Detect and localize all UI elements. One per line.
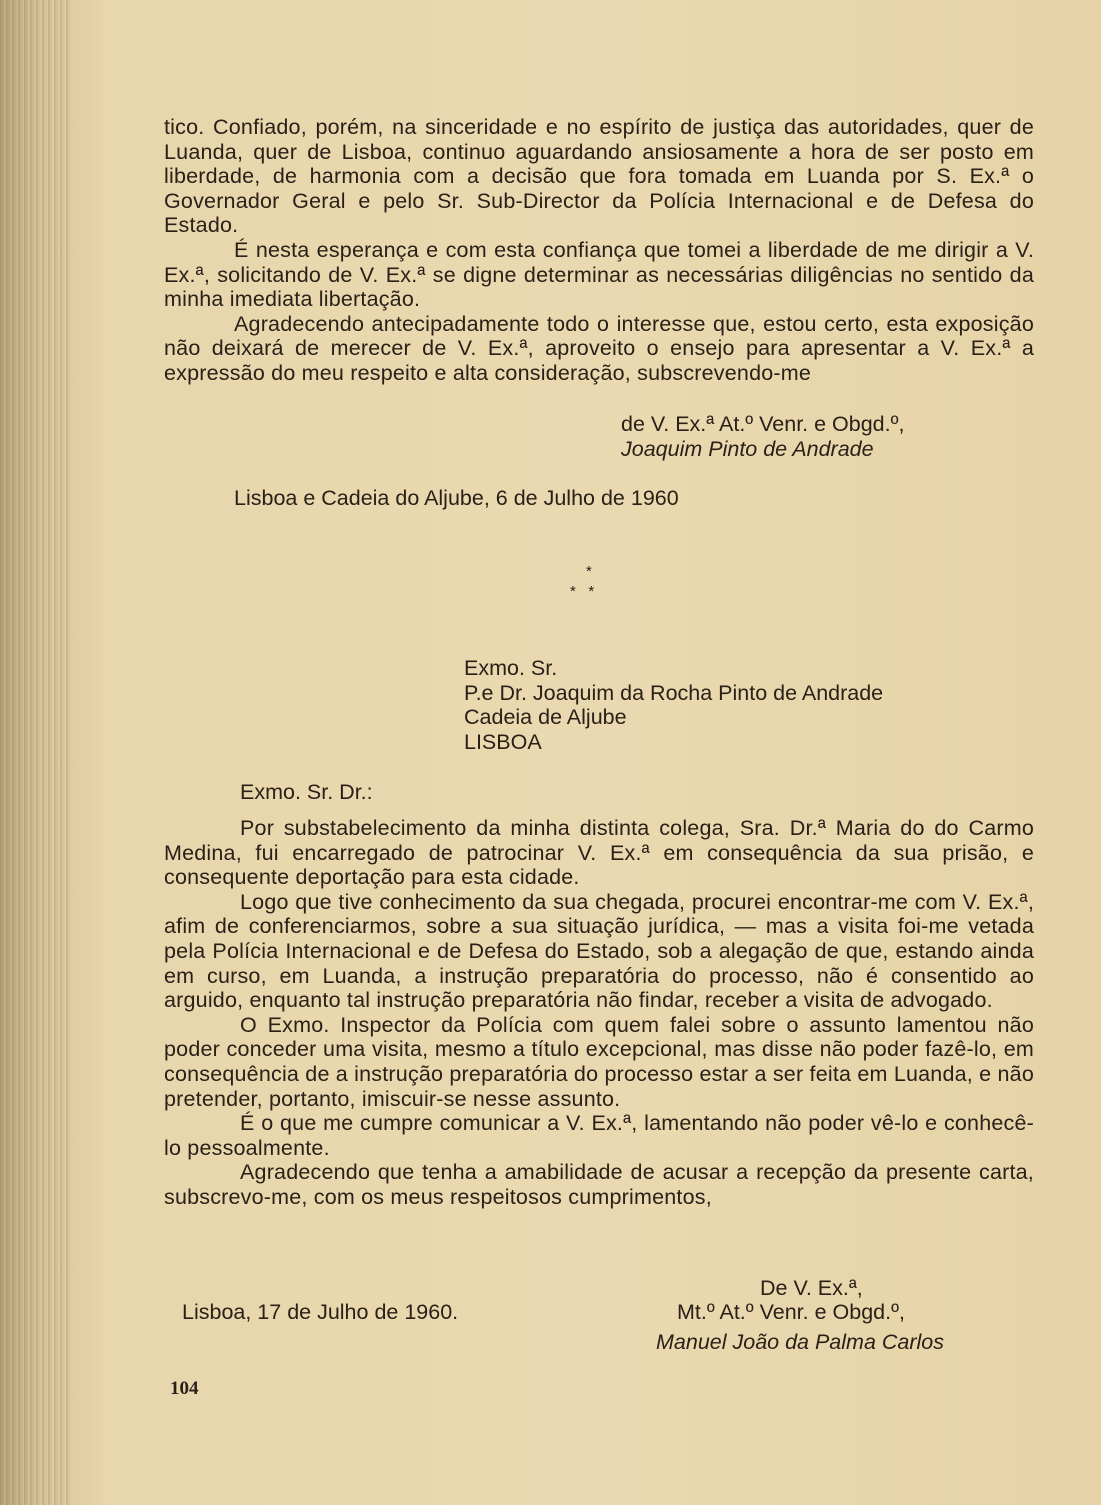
address-line: Exmo. Sr.: [464, 656, 558, 680]
letter-1-place-date: Lisboa e Cadeia do Aljube, 6 de Julho de 1960: [234, 486, 679, 510]
letter-1-closing: de V. Ex.ª At.º Venr. e Obgd.º,: [621, 412, 905, 436]
letter-2-place-date: Lisboa, 17 de Julho de 1960.: [182, 1300, 459, 1324]
letter-1-paragraph: Agradecendo antecipadamente todo o interesse que, estou certo, esta exposição não deixará de merecer de V. Ex.ª, aproveito o ensejo para apresentar a V. Ex.ª a expressão do meu respeito e alta consideração, subscrevendo-me: [164, 311, 1034, 385]
letter-2-body: [164, 816, 1034, 1210]
recipient-address: [464, 656, 883, 754]
letter-2-paragraph: Agradecendo que tenha a amabilidade de acusar a recepção da presente carta, subscrevo-me, com os meus respeitosos cumprimentos,: [164, 1160, 1034, 1209]
address-line: Cadeia de Aljube: [464, 705, 627, 730]
letter-2-paragraph: É o que me cumpre comunicar a V. Ex.ª, lamentando não poder vê-lo e conhecê-lo pessoalmente.: [164, 1111, 1034, 1160]
letter-1-paragraph: É nesta esperança e com esta confiança que tomei a liberdade de me dirigir a V. Ex.ª, solicitando de V. Ex.ª se digne determinar as necessárias diligências no sentido da minha imediata libertação.: [164, 237, 1034, 312]
book-gutter: [0, 0, 70, 1505]
letter-2-paragraph: Por substabelecimento da minha distinta colega, Sra. Dr.ª Maria do do Carmo Medina, fui encarregado de patrocinar V. Ex.ª em consequência da sua prisão, e consequente deportação para esta cidade.: [164, 816, 1034, 890]
address-line: LISBOA: [464, 729, 542, 754]
letter-1-signature: Joaquim Pinto de Andrade: [621, 437, 874, 461]
letter-2-closing-1: De V. Ex.ª,: [760, 1276, 863, 1300]
separator-stars-bottom: * *: [570, 583, 595, 600]
letter-2-paragraph: O Exmo. Inspector da Polícia com quem falei sobre o assunto lamentou não poder conceder uma visita, mesmo a título excepcional, mas disse não poder fazê-lo, em consequência de a instrução preparatória do processo estar a ser feita em Luanda, e não pretender, portanto, imiscuir-se nesse assunto.: [164, 1012, 1034, 1111]
letter-2-paragraph: Logo que tive conhecimento da sua chegada, procurei encontrar-me com V. Ex.ª, afim de conferenciarmos, sobre a sua situação jurídica, — mas a visita foi-me vetada pela Polícia Internacional e de Defesa do Estado, sob a alegação de que, estando ainda em curso, em Luanda, a instrução preparatória do processo, não é consentido ao arguido, enquanto tal instrução preparatória não findar, receber a visita de advogado.: [164, 889, 1034, 1013]
letter-1-body: [164, 115, 1034, 386]
letter-2-closing-2: Mt.º At.º Venr. e Obgd.º,: [677, 1300, 905, 1324]
separator-star-top: *: [586, 563, 592, 580]
letter-1-paragraph: tico. Confiado, porém, na sinceridade e no espírito de justiça das autoridades, quer de Luanda, quer de Lisboa, continuo aguardando ansiosamente a hora de ser posto em liberdade, de harmonia com a decisão que fora tomada em Luanda por S. Ex.ª o Governador Geral e pelo Sr. Sub-Director da Polícia Internacional e de Defesa do Estado.: [164, 115, 1034, 238]
letter-2-signature: Manuel João da Palma Carlos: [656, 1330, 945, 1354]
letter-2-salutation: Exmo. Sr. Dr.:: [240, 780, 373, 804]
address-line: P.e Dr. Joaquim da Rocha Pinto de Andrade: [464, 680, 884, 705]
page-number: 104: [170, 1378, 199, 1399]
